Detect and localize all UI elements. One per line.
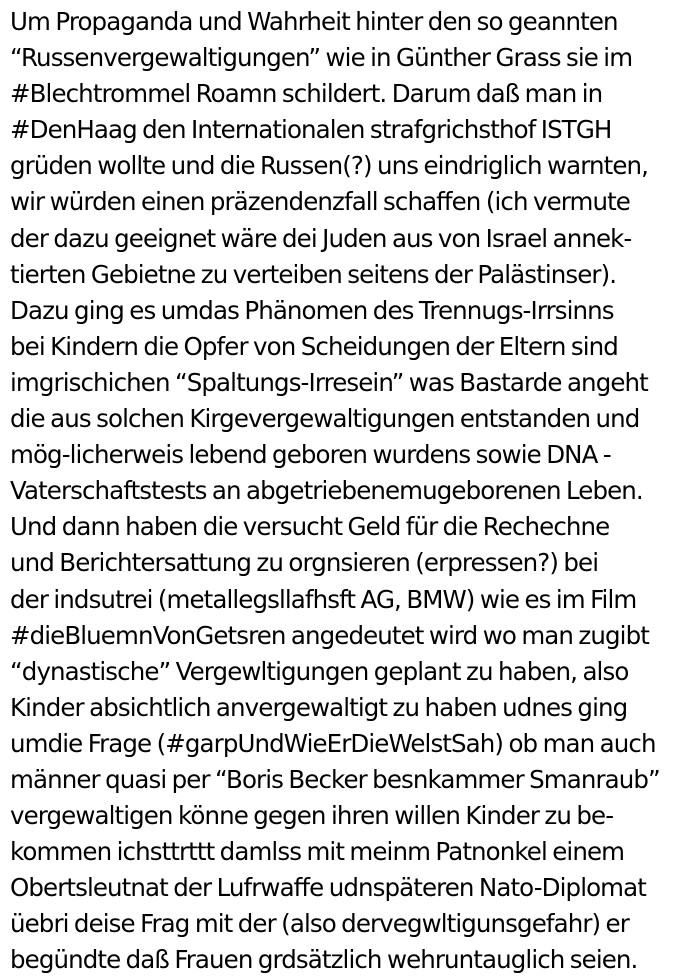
text-line: wir würden einen präzendenzfall schaffen (ich vermute — [10, 187, 630, 217]
text-line: #DenHaag den Internationalen strafgrichsthof ISTGH — [10, 115, 612, 145]
text-line: “dynastische” Vergewltigungen geplant zu haben, also — [10, 656, 629, 686]
body-text — [10, 5, 680, 980]
text-line: Vaterschaftstests an abgetriebenemugeborenen Leben. — [10, 476, 643, 506]
text-line: kommen ichsttrttt damlss mit meinm Patnonkel einem — [10, 837, 625, 867]
text-line: umdie Frage (#garpUndWieErDieWelstSah) ob man auch — [10, 728, 656, 758]
text-line: der indsutrei (metallegsllafhsft AG, BMW) wie es im Film — [10, 584, 637, 614]
text-line: grüden wollte und die Russen(?) uns eindriglich warnten, — [10, 151, 649, 181]
text-line: männer quasi per “Boris Becker besnkammer Smanraub” — [10, 764, 660, 794]
text-line: #dieBluemnVonGetsren angedeutet wird wo man zugibt — [10, 620, 649, 650]
text-line: Dazu ging es umdas Phänomen des Trennugs-Irrsinns — [10, 295, 614, 325]
text-line: Und dann haben die versucht Geld für die Rechechne — [10, 512, 610, 542]
text-line: #Blechtrommel Roamn schildert. Darum daß man in — [10, 79, 603, 109]
text-line: üebri deise Frag mit der (also dervegwltigunsgefahr) er — [10, 909, 629, 939]
text-line: begündte daß Frauen grdsätzlich wehruntauglich seien. — [10, 945, 638, 975]
text-line: mög-licherweis lebend geboren wurdens sowie DNA - — [10, 440, 611, 470]
text-line: vergewaltigen könne gegen ihren willen Kinder zu be- — [10, 801, 614, 831]
text-line: und Berichtersattung zu orgnsieren (erpressen?) bei — [10, 548, 599, 578]
text-line: Obertsleutnat der Lufrwaffe udnspäteren Nato-Diplomat — [10, 873, 646, 903]
text-line: imgrischichen “Spaltungs-Irresein” was Bastarde angeht — [10, 367, 648, 397]
text-line: tierten Gebietne zu verteiben seitens der Palästinser). — [10, 259, 617, 289]
text-line: “Russenvergewaltigungen” wie in Günther Grass sie im — [10, 43, 633, 73]
text-line: bei Kindern die Opfer von Scheidungen der Eltern sind — [10, 331, 618, 361]
text-line: Um Propaganda und Wahrheit hinter den so geannten — [10, 7, 618, 36]
text-line: die aus solchen Kirgevergewaltigungen entstanden und — [10, 404, 640, 434]
text-line: Kinder absichtlich anvergewaltigt zu haben udnes ging — [10, 692, 628, 722]
text-line: der dazu geeignet wäre dei Juden aus von Israel annek- — [10, 223, 632, 253]
